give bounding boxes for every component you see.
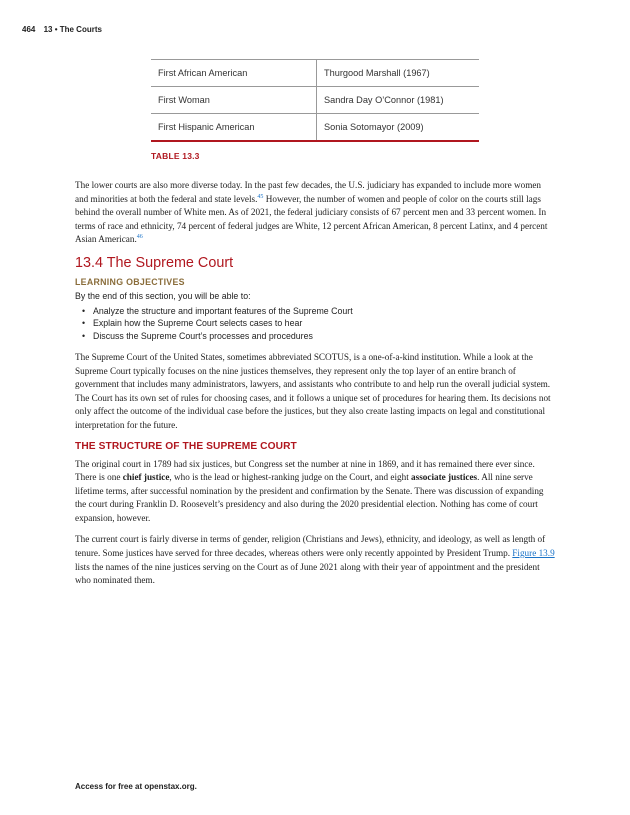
chapter-title: 13 • The Courts xyxy=(43,25,102,34)
section-title: 13.4 The Supreme Court xyxy=(75,254,234,271)
paragraph-scotus-intro: The Supreme Court of the United States, sometimes abbreviated SCOTUS, is a one-of-a-kind institution. While a look at the Supreme Court typically focuses on the nine justices themselves, they represent only the top layer of an entire branch of government that includes many administrators, lawyers, and assistants who contribute to and help run the overall judicial system. The Court has its own set of rules for choosing cases, and it follows a unique set of procedures for hearing them. Its decisions not only affect the outcome of the individual case before the justices, but they also create lasting impacts on legal and constitutional interpretation for the future. xyxy=(75,351,551,430)
text-run: The original court in 1789 had six justices, but Congress set the number at nine in 1869, and it has remained there ever since. There is one xyxy=(75,458,535,483)
table-cell: Sandra Day O’Connor (1981) xyxy=(317,87,480,114)
figure-link[interactable]: Figure 13.9 xyxy=(512,548,555,559)
subsection-title: THE STRUCTURE OF THE SUPREME COURT xyxy=(75,440,297,452)
main-content xyxy=(75,179,555,596)
paragraph-lower-courts xyxy=(75,179,555,247)
table-caption: TABLE 13.3 xyxy=(151,151,200,161)
learning-objectives-list xyxy=(75,305,555,343)
footnote-ref[interactable]: 45 xyxy=(257,193,264,200)
justices-firsts-table xyxy=(151,59,479,142)
text-run: . All nine serve lifetime terms, after successful nomination by the president and confirmation by the Senate. There was discussion of expanding the court during Franklin D. Roosevelt’s presidency and also during the 2020 presidential election. Nothing has come of court expansion, however. xyxy=(75,472,544,523)
table-row xyxy=(151,114,479,142)
footnote-ref[interactable]: 46 xyxy=(136,234,143,241)
page-number: 464 xyxy=(22,25,36,34)
list-item: • Analyze the structure and important features of the Supreme Court xyxy=(93,305,555,318)
running-header xyxy=(22,25,102,34)
table-cell: First African American xyxy=(151,60,317,87)
table-cell: First Woman xyxy=(151,87,317,114)
text-run: , who is the lead or highest-ranking judge on the Court, and eight xyxy=(169,472,412,483)
table-cell: Sonia Sotomayor (2009) xyxy=(317,114,480,142)
page-footer: Access for free at openstax.org. xyxy=(75,782,197,791)
term-associate-justices: associate justices xyxy=(411,472,478,483)
table-cell: First Hispanic American xyxy=(151,114,317,142)
text-run: lists the names of the nine justices serving on the Court as of June 2021 along with their year of appointment and the president who nominated them. xyxy=(75,561,540,586)
table-row xyxy=(151,87,479,114)
text-run: The lower courts are also more diverse today. In the past few decades, the U.S. judiciary has expanded to include more women and minorities at both the federal and state levels. xyxy=(75,180,542,204)
text-run: The current court is fairly diverse in terms of gender, religion (Christians and Jews), ethnicity, and ideology, as well as length of tenure. Some justices have served for three decades, whereas others were only recently appointed by President Trump. xyxy=(75,534,546,559)
paragraph-current-court xyxy=(75,533,555,587)
table-row xyxy=(151,60,479,87)
text-run: However, the number of women and people of color on the courts still lags behind the overall number of White men. As of 2021, the federal judiciary consists of 67 percent men and 33 percent women. In terms of race and ethnicity, 74 percent of federal judges are White, 12 percent African American, 8 percent Latinx, and 4 percent Asian American. xyxy=(75,193,548,245)
table-cell: Thurgood Marshall (1967) xyxy=(317,60,480,87)
learning-objectives-title: LEARNING OBJECTIVES xyxy=(75,276,185,287)
learning-objectives-intro: By the end of this section, you will be able to: xyxy=(75,290,251,301)
term-chief-justice: chief justice xyxy=(122,472,170,483)
list-item: • Explain how the Supreme Court selects cases to hear xyxy=(93,317,555,330)
list-item: • Discuss the Supreme Court’s processes and procedures xyxy=(93,330,555,343)
paragraph-structure xyxy=(75,458,555,526)
